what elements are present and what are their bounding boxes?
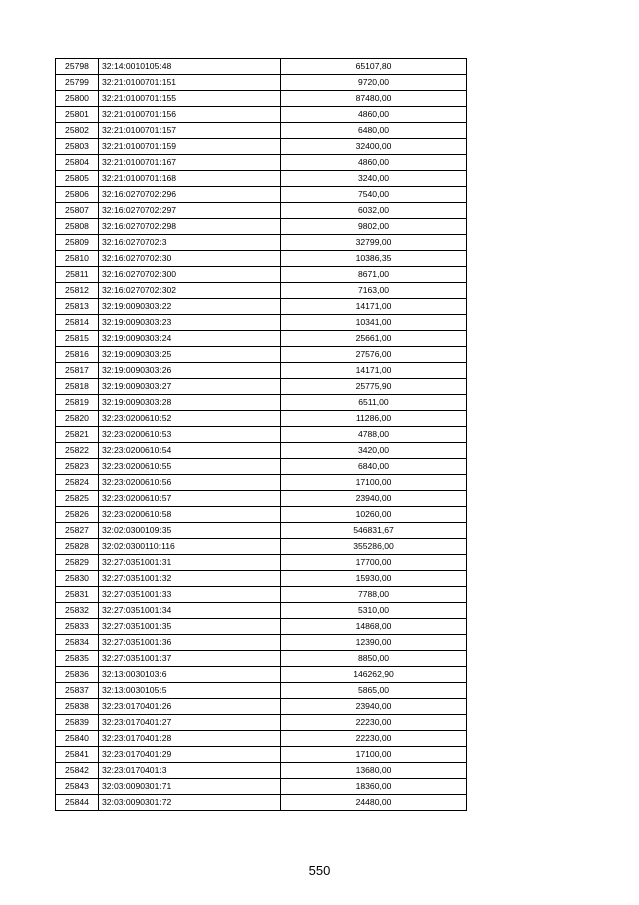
row-number-cell: 25813 bbox=[56, 299, 99, 315]
table-row bbox=[56, 779, 467, 795]
table-row bbox=[56, 59, 467, 75]
row-number-cell: 25818 bbox=[56, 379, 99, 395]
cadastral-number-cell: 32:23:0200610:57 bbox=[99, 491, 281, 507]
table-row bbox=[56, 507, 467, 523]
row-number-cell: 25802 bbox=[56, 123, 99, 139]
cadastral-number-cell: 32:27:0351001:31 bbox=[99, 555, 281, 571]
table-row bbox=[56, 443, 467, 459]
table-row bbox=[56, 91, 467, 107]
cadastral-number-cell: 32:13:0030103:6 bbox=[99, 667, 281, 683]
row-number-cell: 25827 bbox=[56, 523, 99, 539]
table-row bbox=[56, 651, 467, 667]
cadastral-number-cell: 32:21:0100701:151 bbox=[99, 75, 281, 91]
table-row bbox=[56, 667, 467, 683]
cadastral-number-cell: 32:16:0270702:3 bbox=[99, 235, 281, 251]
cadastral-number-cell: 32:02:0300109:35 bbox=[99, 523, 281, 539]
value-cell: 7788,00 bbox=[281, 587, 467, 603]
cadastral-number-cell: 32:21:0100701:167 bbox=[99, 155, 281, 171]
table-row bbox=[56, 635, 467, 651]
value-cell: 4860,00 bbox=[281, 155, 467, 171]
value-cell: 18360,00 bbox=[281, 779, 467, 795]
row-number-cell: 25807 bbox=[56, 203, 99, 219]
value-cell: 6511,00 bbox=[281, 395, 467, 411]
value-cell: 22230,00 bbox=[281, 731, 467, 747]
table-row bbox=[56, 587, 467, 603]
row-number-cell: 25832 bbox=[56, 603, 99, 619]
row-number-cell: 25821 bbox=[56, 427, 99, 443]
value-cell: 12390,00 bbox=[281, 635, 467, 651]
table-row bbox=[56, 139, 467, 155]
table-body bbox=[56, 59, 467, 811]
cadastral-number-cell: 32:23:0170401:27 bbox=[99, 715, 281, 731]
cadastral-number-cell: 32:21:0100701:157 bbox=[99, 123, 281, 139]
value-cell: 17100,00 bbox=[281, 475, 467, 491]
value-cell: 4860,00 bbox=[281, 107, 467, 123]
value-cell: 5865,00 bbox=[281, 683, 467, 699]
row-number-cell: 25825 bbox=[56, 491, 99, 507]
table-row bbox=[56, 219, 467, 235]
table-row bbox=[56, 747, 467, 763]
table-row bbox=[56, 619, 467, 635]
table-row bbox=[56, 363, 467, 379]
table-row bbox=[56, 267, 467, 283]
row-number-cell: 25801 bbox=[56, 107, 99, 123]
value-cell: 546831,67 bbox=[281, 523, 467, 539]
cadastral-number-cell: 32:23:0170401:28 bbox=[99, 731, 281, 747]
row-number-cell: 25840 bbox=[56, 731, 99, 747]
value-cell: 4788,00 bbox=[281, 427, 467, 443]
value-cell: 6840,00 bbox=[281, 459, 467, 475]
cadastral-number-cell: 32:23:0200610:53 bbox=[99, 427, 281, 443]
cadastral-value-table bbox=[55, 58, 467, 811]
row-number-cell: 25842 bbox=[56, 763, 99, 779]
row-number-cell: 25798 bbox=[56, 59, 99, 75]
row-number-cell: 25833 bbox=[56, 619, 99, 635]
row-number-cell: 25831 bbox=[56, 587, 99, 603]
value-cell: 9802,00 bbox=[281, 219, 467, 235]
value-cell: 24480,00 bbox=[281, 795, 467, 811]
table-row bbox=[56, 75, 467, 91]
cadastral-number-cell: 32:19:0090303:25 bbox=[99, 347, 281, 363]
row-number-cell: 25811 bbox=[56, 267, 99, 283]
value-cell: 5310,00 bbox=[281, 603, 467, 619]
value-cell: 23940,00 bbox=[281, 491, 467, 507]
table-row bbox=[56, 539, 467, 555]
row-number-cell: 25830 bbox=[56, 571, 99, 587]
value-cell: 25661,00 bbox=[281, 331, 467, 347]
value-cell: 10260,00 bbox=[281, 507, 467, 523]
table-row bbox=[56, 251, 467, 267]
value-cell: 22230,00 bbox=[281, 715, 467, 731]
table-row bbox=[56, 315, 467, 331]
cadastral-number-cell: 32:23:0170401:29 bbox=[99, 747, 281, 763]
table-row bbox=[56, 411, 467, 427]
row-number-cell: 25816 bbox=[56, 347, 99, 363]
cadastral-number-cell: 32:21:0100701:168 bbox=[99, 171, 281, 187]
value-cell: 355286,00 bbox=[281, 539, 467, 555]
cadastral-number-cell: 32:21:0100701:156 bbox=[99, 107, 281, 123]
cadastral-number-cell: 32:23:0200610:56 bbox=[99, 475, 281, 491]
table-row bbox=[56, 395, 467, 411]
table-row bbox=[56, 347, 467, 363]
cadastral-number-cell: 32:27:0351001:32 bbox=[99, 571, 281, 587]
table-row bbox=[56, 523, 467, 539]
cadastral-number-cell: 32:19:0090303:26 bbox=[99, 363, 281, 379]
row-number-cell: 25803 bbox=[56, 139, 99, 155]
row-number-cell: 25843 bbox=[56, 779, 99, 795]
cadastral-number-cell: 32:16:0270702:302 bbox=[99, 283, 281, 299]
cadastral-number-cell: 32:19:0090303:27 bbox=[99, 379, 281, 395]
value-cell: 6480,00 bbox=[281, 123, 467, 139]
row-number-cell: 25804 bbox=[56, 155, 99, 171]
table-row bbox=[56, 187, 467, 203]
cadastral-number-cell: 32:23:0200610:52 bbox=[99, 411, 281, 427]
table-row bbox=[56, 107, 467, 123]
value-cell: 7163,00 bbox=[281, 283, 467, 299]
cadastral-number-cell: 32:21:0100701:155 bbox=[99, 91, 281, 107]
cadastral-number-cell: 32:16:0270702:300 bbox=[99, 267, 281, 283]
cadastral-number-cell: 32:03:0090301:71 bbox=[99, 779, 281, 795]
row-number-cell: 25800 bbox=[56, 91, 99, 107]
cadastral-number-cell: 32:23:0200610:55 bbox=[99, 459, 281, 475]
cadastral-number-cell: 32:14:0010105:48 bbox=[99, 59, 281, 75]
row-number-cell: 25805 bbox=[56, 171, 99, 187]
row-number-cell: 25814 bbox=[56, 315, 99, 331]
table-row bbox=[56, 603, 467, 619]
row-number-cell: 25822 bbox=[56, 443, 99, 459]
cadastral-number-cell: 32:19:0090303:22 bbox=[99, 299, 281, 315]
row-number-cell: 25844 bbox=[56, 795, 99, 811]
table-row bbox=[56, 155, 467, 171]
row-number-cell: 25824 bbox=[56, 475, 99, 491]
cadastral-number-cell: 32:23:0200610:54 bbox=[99, 443, 281, 459]
value-cell: 65107,80 bbox=[281, 59, 467, 75]
value-cell: 14868,00 bbox=[281, 619, 467, 635]
cadastral-number-cell: 32:27:0351001:34 bbox=[99, 603, 281, 619]
cadastral-number-cell: 32:23:0200610:58 bbox=[99, 507, 281, 523]
cadastral-number-cell: 32:19:0090303:23 bbox=[99, 315, 281, 331]
row-number-cell: 25839 bbox=[56, 715, 99, 731]
table-row bbox=[56, 283, 467, 299]
cadastral-number-cell: 32:27:0351001:36 bbox=[99, 635, 281, 651]
table-row bbox=[56, 123, 467, 139]
table-row bbox=[56, 427, 467, 443]
value-cell: 17700,00 bbox=[281, 555, 467, 571]
document-sheet bbox=[55, 58, 466, 811]
table-row bbox=[56, 459, 467, 475]
value-cell: 8850,00 bbox=[281, 651, 467, 667]
row-number-cell: 25826 bbox=[56, 507, 99, 523]
value-cell: 25775,90 bbox=[281, 379, 467, 395]
cadastral-number-cell: 32:03:0090301:72 bbox=[99, 795, 281, 811]
row-number-cell: 25810 bbox=[56, 251, 99, 267]
value-cell: 10341,00 bbox=[281, 315, 467, 331]
value-cell: 17100,00 bbox=[281, 747, 467, 763]
table-row bbox=[56, 203, 467, 219]
value-cell: 8671,00 bbox=[281, 267, 467, 283]
cadastral-number-cell: 32:16:0270702:296 bbox=[99, 187, 281, 203]
row-number-cell: 25829 bbox=[56, 555, 99, 571]
value-cell: 10386,35 bbox=[281, 251, 467, 267]
cadastral-number-cell: 32:19:0090303:24 bbox=[99, 331, 281, 347]
value-cell: 27576,00 bbox=[281, 347, 467, 363]
table-row bbox=[56, 491, 467, 507]
table-row bbox=[56, 571, 467, 587]
cadastral-number-cell: 32:16:0270702:30 bbox=[99, 251, 281, 267]
table-row bbox=[56, 171, 467, 187]
value-cell: 146262,90 bbox=[281, 667, 467, 683]
value-cell: 15930,00 bbox=[281, 571, 467, 587]
row-number-cell: 25812 bbox=[56, 283, 99, 299]
table-row bbox=[56, 555, 467, 571]
row-number-cell: 25817 bbox=[56, 363, 99, 379]
cadastral-number-cell: 32:13:0030105:5 bbox=[99, 683, 281, 699]
cadastral-number-cell: 32:27:0351001:33 bbox=[99, 587, 281, 603]
table-row bbox=[56, 763, 467, 779]
cadastral-number-cell: 32:16:0270702:298 bbox=[99, 219, 281, 235]
value-cell: 6032,00 bbox=[281, 203, 467, 219]
value-cell: 87480,00 bbox=[281, 91, 467, 107]
row-number-cell: 25828 bbox=[56, 539, 99, 555]
row-number-cell: 25835 bbox=[56, 651, 99, 667]
table-row bbox=[56, 683, 467, 699]
row-number-cell: 25823 bbox=[56, 459, 99, 475]
cadastral-number-cell: 32:16:0270702:297 bbox=[99, 203, 281, 219]
value-cell: 9720,00 bbox=[281, 75, 467, 91]
value-cell: 3240,00 bbox=[281, 171, 467, 187]
row-number-cell: 25836 bbox=[56, 667, 99, 683]
page-number: 550 bbox=[308, 863, 331, 878]
value-cell: 32400,00 bbox=[281, 139, 467, 155]
row-number-cell: 25837 bbox=[56, 683, 99, 699]
row-number-cell: 25819 bbox=[56, 395, 99, 411]
table-row bbox=[56, 795, 467, 811]
row-number-cell: 25834 bbox=[56, 635, 99, 651]
table-row bbox=[56, 715, 467, 731]
row-number-cell: 25820 bbox=[56, 411, 99, 427]
table-row bbox=[56, 235, 467, 251]
value-cell: 13680,00 bbox=[281, 763, 467, 779]
row-number-cell: 25799 bbox=[56, 75, 99, 91]
table-row bbox=[56, 731, 467, 747]
cadastral-number-cell: 32:27:0351001:37 bbox=[99, 651, 281, 667]
value-cell: 14171,00 bbox=[281, 299, 467, 315]
row-number-cell: 25838 bbox=[56, 699, 99, 715]
table-row bbox=[56, 299, 467, 315]
row-number-cell: 25808 bbox=[56, 219, 99, 235]
cadastral-number-cell: 32:21:0100701:159 bbox=[99, 139, 281, 155]
row-number-cell: 25841 bbox=[56, 747, 99, 763]
value-cell: 3420,00 bbox=[281, 443, 467, 459]
row-number-cell: 25806 bbox=[56, 187, 99, 203]
row-number-cell: 25815 bbox=[56, 331, 99, 347]
value-cell: 32799,00 bbox=[281, 235, 467, 251]
table-row bbox=[56, 331, 467, 347]
value-cell: 23940,00 bbox=[281, 699, 467, 715]
cadastral-number-cell: 32:02:0300110:116 bbox=[99, 539, 281, 555]
table-row bbox=[56, 475, 467, 491]
value-cell: 14171,00 bbox=[281, 363, 467, 379]
row-number-cell: 25809 bbox=[56, 235, 99, 251]
value-cell: 7540,00 bbox=[281, 187, 467, 203]
value-cell: 11286,00 bbox=[281, 411, 467, 427]
table-row bbox=[56, 379, 467, 395]
cadastral-number-cell: 32:23:0170401:3 bbox=[99, 763, 281, 779]
cadastral-number-cell: 32:23:0170401:26 bbox=[99, 699, 281, 715]
table-row bbox=[56, 699, 467, 715]
cadastral-number-cell: 32:27:0351001:35 bbox=[99, 619, 281, 635]
cadastral-number-cell: 32:19:0090303:28 bbox=[99, 395, 281, 411]
